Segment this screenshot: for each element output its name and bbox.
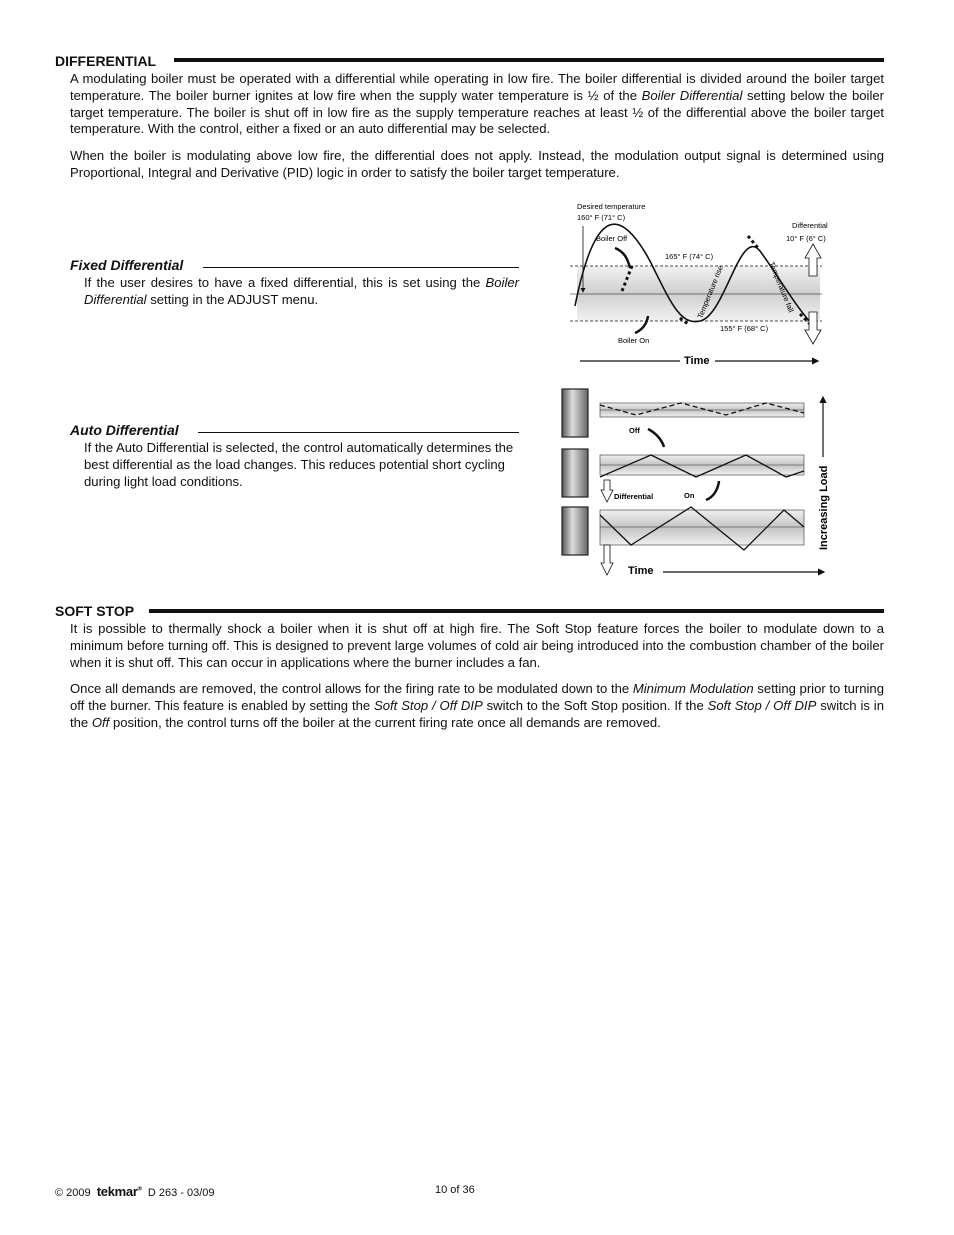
- differential-label: Differential: [792, 221, 828, 230]
- boiler-off-arrow: [615, 248, 630, 268]
- fixed-differential-heading: Fixed Differential: [70, 257, 184, 273]
- differential-down-arrow: [601, 480, 613, 502]
- footer-copyright: © 2009: [55, 1187, 91, 1199]
- boiler-on-label: Boiler On: [618, 336, 650, 345]
- soft-stop-heading: SOFT STOP: [55, 603, 135, 619]
- boiler-icon-3: [562, 507, 588, 555]
- off-arrow: [648, 429, 664, 447]
- increasing-load-label: Increasing Load: [818, 465, 830, 550]
- on-arrow: [706, 481, 719, 500]
- fixed-differential-rule: [203, 267, 519, 268]
- low-temp-label: 155° F (68° C): [720, 324, 769, 333]
- footer-left: [55, 1184, 215, 1199]
- auto-differential-text: If the Auto Differential is selected, the control automatically determines the best differential as the load changes. This reduces potential short cycling during light load conditions.: [84, 440, 514, 489]
- desired-temp-value: 160° F (71° C): [577, 213, 626, 222]
- differential-paragraph-1: A modulating boiler must be operated with a differential while operating in low fire. The boiler differential is divided around the boiler target temperature. The boiler burner ignites at low fire when the supply water temperature is ½ of the Boiler Differential setting below the boiler target temperature. The boiler is shut off in low fire as the supply temperature reaches at least ½ of the differential above the boiler target temperature. With the control, either a fixed or an auto differential may be selected.: [70, 71, 884, 137]
- footer-page-number: 10 of 36: [435, 1184, 475, 1196]
- soft-stop-paragraph-1: It is possible to thermally shock a boiler when it is shut off at high fire. The Soft Stop feature forces the boiler to modulate down to a minimum before turning off. This is designed to prevent large volumes of cold air being introduced into the combustion chamber of the boiler when it is shut off. This can occur in applications where the burner includes a fan.: [70, 621, 884, 670]
- boiler-icon-2: [562, 449, 588, 497]
- high-temp-label: 165° F (74° C): [665, 252, 714, 261]
- temperature-fall-label: Temperature fall: [767, 260, 796, 314]
- boiler-icon-1: [562, 389, 588, 437]
- auto-differential-diagram: [556, 385, 841, 580]
- differential-heading: DIFFERENTIAL: [55, 53, 157, 69]
- differential-value: 10° F (6° C): [786, 234, 826, 243]
- time-label: Time: [628, 565, 654, 577]
- boiler-off-label: Boiler Off: [596, 234, 628, 243]
- differential-heading-rule: [174, 58, 884, 62]
- fixed-differential-diagram: [560, 196, 840, 371]
- soft-stop-heading-rule: [149, 609, 884, 613]
- auto-differential-rule: [198, 432, 519, 433]
- footer-doc-number: D 263 - 03/09: [147, 1187, 215, 1199]
- temperature-rise-label: Temperature rise: [695, 264, 725, 320]
- fixed-differential-text: If the user desires to have a fixed differential, this is set using the Boiler Differential setting in the ADJUST menu.: [84, 275, 519, 307]
- off-label: Off: [629, 426, 640, 435]
- desired-temp-label: Desired temperature: [577, 202, 646, 211]
- footer-brand-logo: tekmar®: [96, 1184, 142, 1199]
- soft-stop-paragraph-2: Once all demands are removed, the control allows for the firing rate to be modulated down to the Minimum Modulation setting prior to turning off the burner. This feature is enabled by setting the Soft Stop / Off DIP switch to the Soft Stop position. If the Soft Stop / Off DIP switch is in the Off position, the control turns off the boiler at the current firing rate once all demands are removed.: [70, 681, 884, 730]
- on-label: On: [684, 491, 695, 500]
- differential-paragraph-2: When the boiler is modulating above low fire, the differential does not apply. Instead, the modulation output signal is determined using Proportional, Integral and Derivative (PID) logic in order to satisfy the boiler target temperature.: [70, 148, 884, 180]
- differential-label: Differential: [614, 492, 654, 501]
- time-label: Time: [684, 355, 710, 367]
- differential-up-arrow: [601, 545, 613, 575]
- auto-differential-heading: Auto Differential: [70, 422, 179, 438]
